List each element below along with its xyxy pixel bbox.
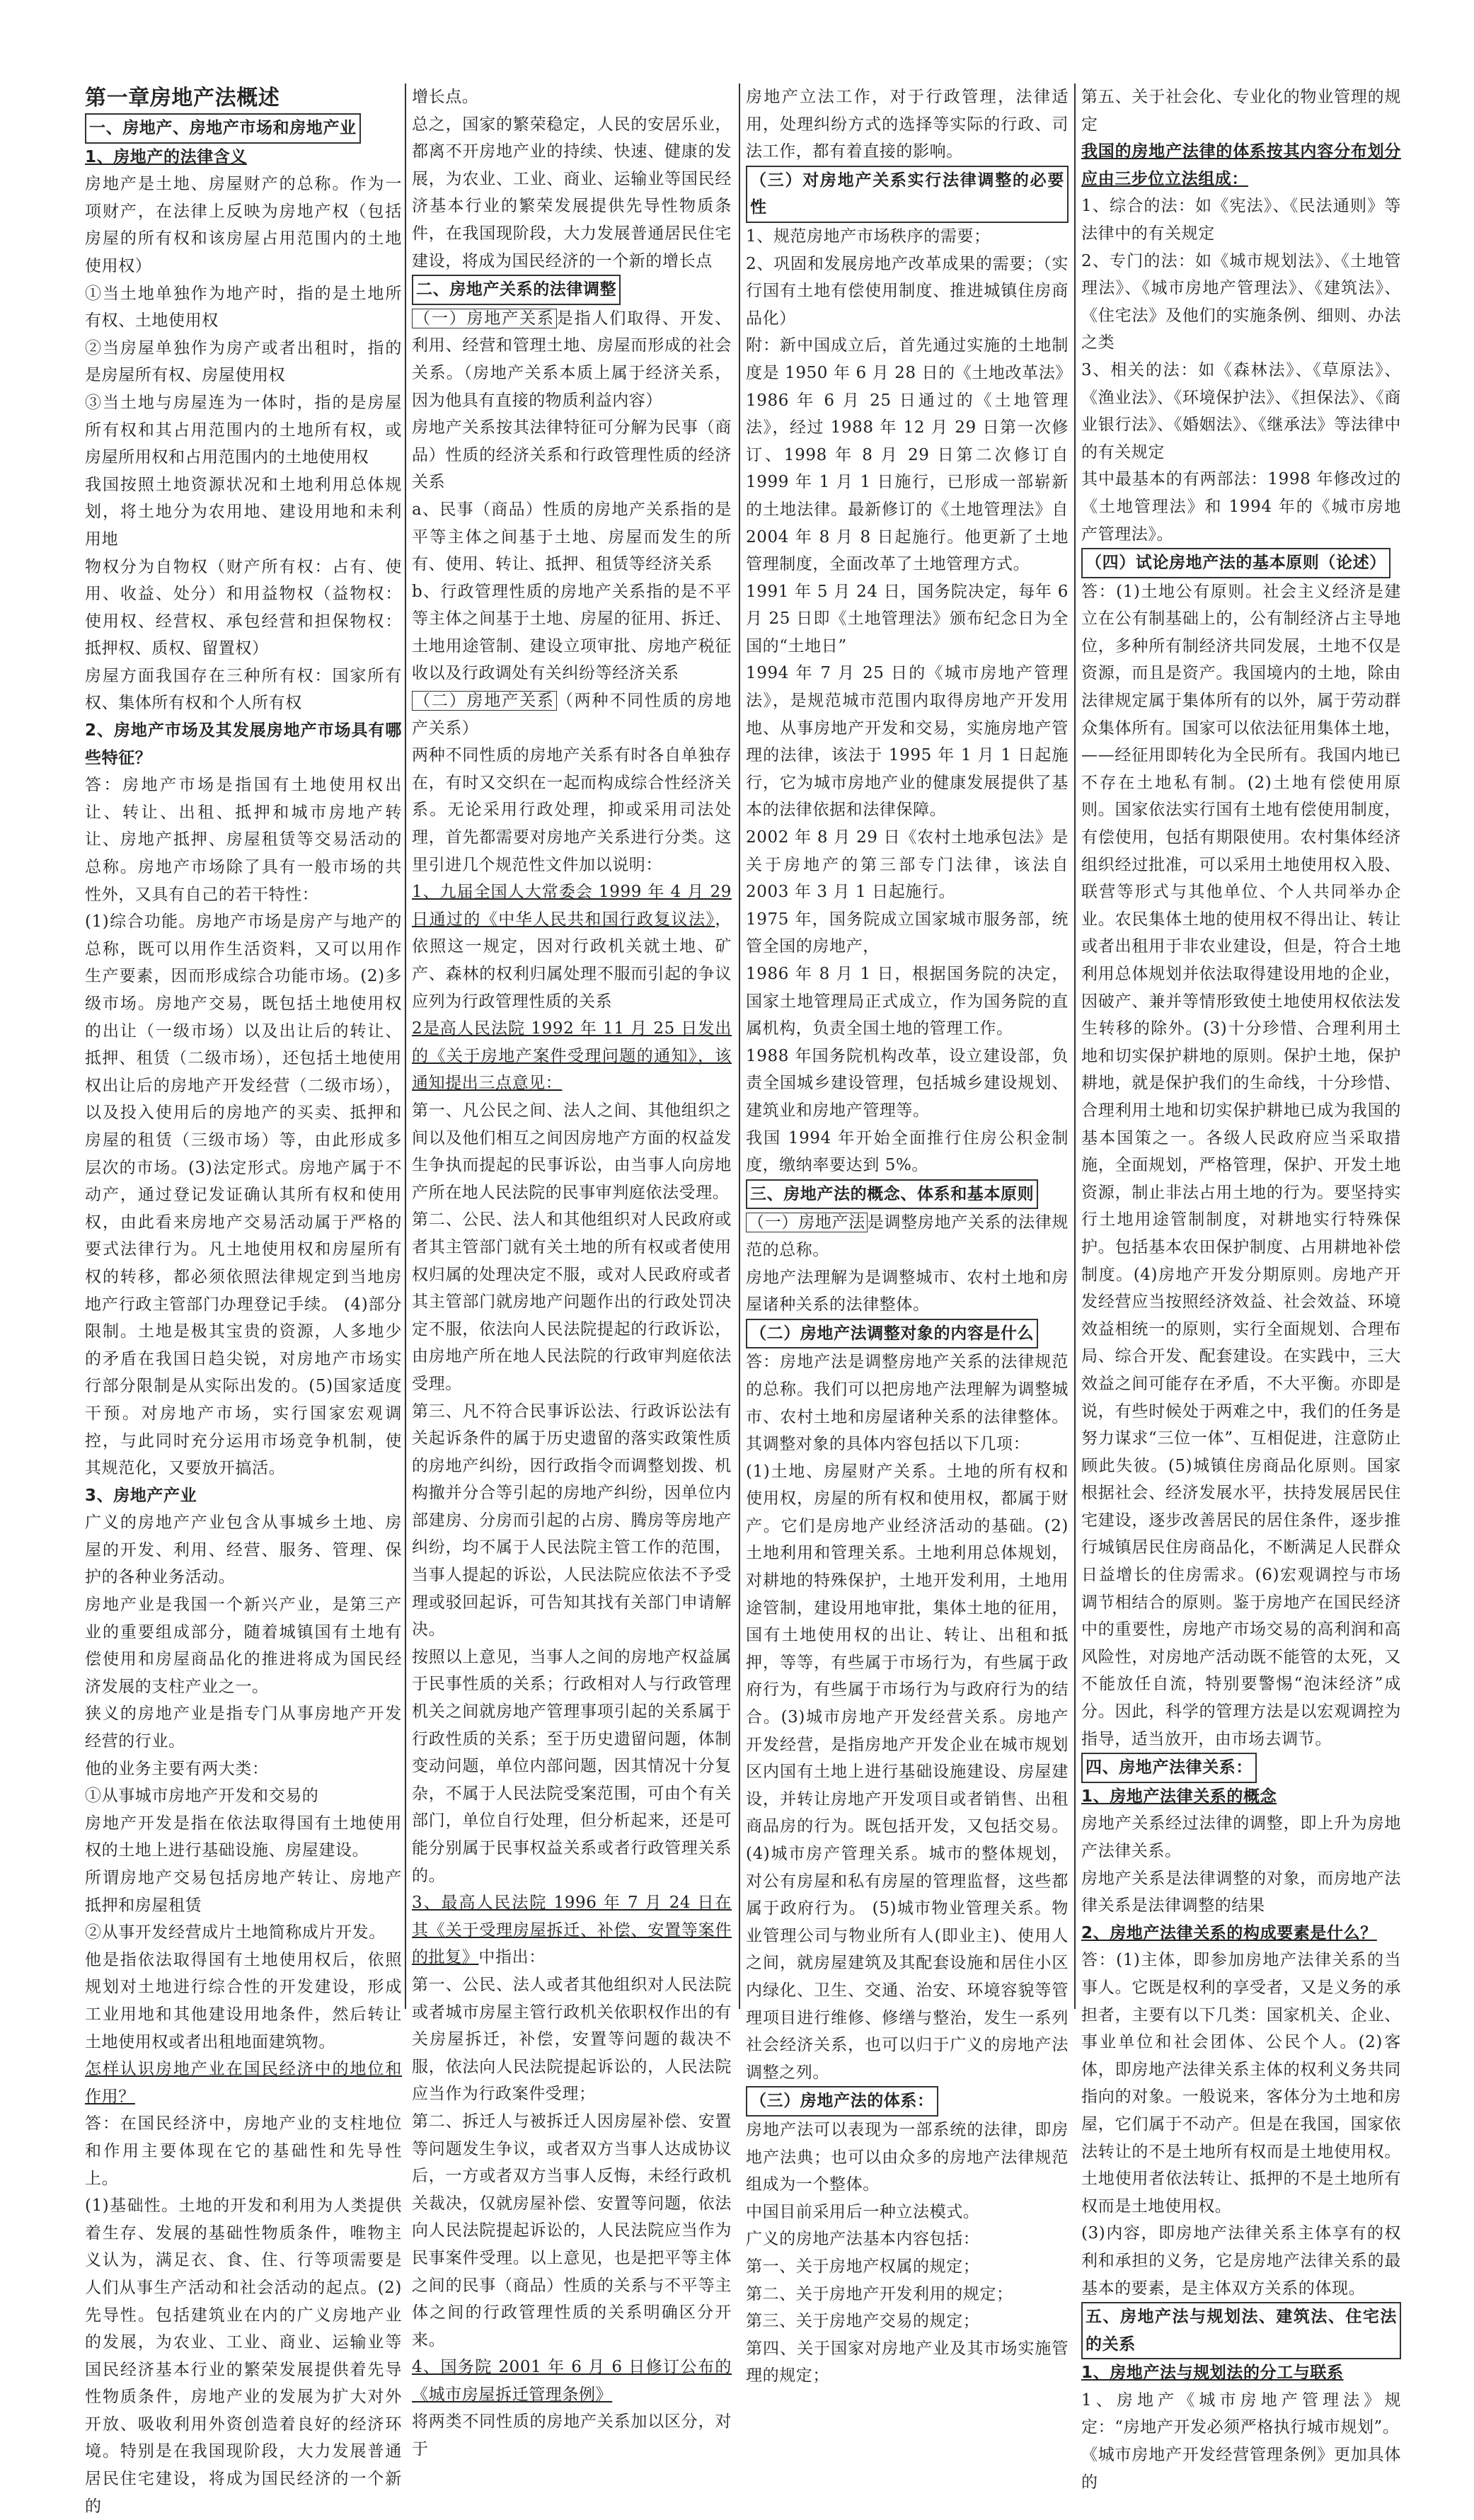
paragraph (412, 1015, 732, 1097)
paragraph-text: 我国 1994 年开始全面推行住房公积金制度，缴纳率要达到 5%。 (746, 1128, 1069, 1175)
paragraph (412, 1971, 732, 2108)
paragraph (746, 906, 1069, 961)
column-3 (746, 84, 1072, 2390)
paragraph (746, 84, 1069, 166)
paragraph (412, 1206, 732, 1397)
paragraph-text: ，依照这一规定，因对行政机关就土地、矿产、森林的权利归属处理不服而引起的争议应列为行政管理性质的关系 (412, 910, 732, 1011)
section-heading (746, 1319, 1069, 1349)
paragraph-text: 总之，国家的繁荣稳定，人民的安居乐业，都离不开房地产业的持续、快速、健康的发展，为农业、工业、商业、运输业等国民经济基本行业的繁荣发展提供先导性物质条件，在我国现阶段，大力发展普通居民住宅建设，将成为国民经济的一个新的增长点 (412, 115, 732, 270)
paragraph-text: 增长点。 (412, 88, 479, 106)
subsection-heading-text: 1、房地产法与规划法的分工与联系 (1081, 2364, 1344, 2383)
subsection-heading (1081, 1783, 1401, 1811)
subsection-heading (1081, 2359, 1401, 2387)
paragraph-text: 第一、公民、法人或者其他组织对人民法院或者城市房屋主管行政机关依职权作出的有关房屋拆迁，补偿，安置等问题的裁决不服，依法向人民法院提起诉讼的，人民法院应当作为行政案件受理； (412, 1975, 732, 2104)
paragraph-text: 2002 年 8 月 29 日《农村土地承包法》是关于房地产的第三部专门法律，该法自 2003 年 3 月 1 日起施行。 (746, 828, 1069, 902)
paragraph-text: (1)综合功能。房地产市场是房产与地产的总称，既可以用作生活资料，又可以用作生产要素，因而形成综合功能市场。(2)多级市场。房地产交易，既包括土地使用权的出让（一级市场）以及出让后的转让、抵押、租赁（二级市场），还包括土地使用权出让后的房地产开发经营（二级市场），以及投入使用后的房地产的买卖、抵押和房屋的租赁（三级市场）等，由此形成多层次的市场。(3)法定形式。房地产属于不动产，通过登记发证确认其所有权和使用权，由此看来房地产交易活动属于严格的要式法律行为。凡土地使用权和房屋所有权的转移，都必须依照法律规定到当地房地产行政主管部门办理登记手续。 (4)部分限制。土地是极其宝贵的资源，人多地少的矛盾在我国日趋尖锐，对房地产市场实行部分限制是从实际出发的。(5)国家适度干预。对房地产市场，实行国家宏观调控，与此同时充分运用市场竞争机制，使其规范化，又要放开搞活。 (85, 912, 402, 1478)
paragraph (746, 2117, 1069, 2199)
section-heading (85, 113, 402, 144)
paragraph-text: 按照以上意见，当事人之间的房地产权益属于民事性质的关系；行政相对人与行政管理机关之间就房地产管理事项引起的关系属于行政性质的关系；至于历史遗留问题，体制变动问题，单位内部问题，因其情况十分复杂，不属于人民法院受案范围，可由个有关部门，单位自行处理，但分析起来，还是可能分别属于民事权益关系或者行政管理关系的。 (412, 1647, 732, 1885)
paragraph-text: 其中最基本的有两部法：1998 年修改过的《土地管理法》和 1994 年的《城市房地产管理法》。 (1081, 470, 1401, 544)
paragraph (412, 1398, 732, 1644)
paragraph (412, 1889, 732, 1971)
paragraph (85, 1782, 402, 1810)
paragraph-text: 将两类不同性质的房地产关系加以区分，对于 (412, 2412, 732, 2459)
paragraph (85, 2192, 402, 2520)
subsection-heading-text: 2、房地产市场及其发展房地产市场具有哪些特征？ (85, 721, 402, 767)
paragraph-lead: 1、九届全国人大常委会 1999 年 4 月 29 日通过的《中华人民共和国行政复议法》 (412, 883, 732, 929)
paragraph (746, 824, 1069, 906)
column-4 (1081, 84, 1401, 2496)
paragraph-text: （两种不同性质的房地产关系） (412, 692, 732, 738)
paragraph-text: 第四、关于国家对房地产业及其市场实施管理的规定； (746, 2339, 1069, 2386)
paragraph (1081, 248, 1401, 357)
section-heading (1081, 2302, 1401, 2359)
paragraph (85, 389, 402, 471)
paragraph-text: (3)内容，即房地产法律关系主体享有的权利和承担的义务，它是房地产法律关系的最基本的要素，是主体双方关系的体现。 (1081, 2224, 1401, 2298)
section-heading-text: 二、房地产关系的法律调整 (412, 275, 621, 305)
paragraph-text: ②当房屋单独作为房产或者出租时，指的是房屋所有权、房屋使用权 (85, 338, 402, 385)
paragraph-text: 1994 年 7 月 25 日的《城市房地产管理法》，是规范城市范围内取得房地产开发用地、从事房地产开发和交易，实施房地产管理的法律，该法于 1995 年 1 月 1 日起施行，它为城市房地产业的健康发展提供了基本的法律依据和法律保障。 (746, 664, 1069, 820)
section-heading-text: （三）对房地产关系实行法律调整的必要性 (746, 166, 1069, 223)
paragraph (746, 2281, 1069, 2308)
paragraph-lead: （一）房地产法 (746, 1213, 868, 1232)
section-heading-text: （四）试论房地产法的基本原则（论述） (1081, 548, 1390, 578)
paragraph-text: 答：房地产法是调整房地产关系的法律规范的总称。我们可以把房地产法理解为调整城市、农村土地和房屋诸种关系的法律整体。其调整对象的具体内容包括以下几项： (746, 1353, 1069, 1454)
subsection-heading (1081, 1920, 1401, 1947)
paragraph-text: 1986 年 6 月 25 日通过的《土地管理法》，经过 1988 年 12 月 29 日第一次修订、1998 年 8 月 29 日第二次修订自 1999 年 1 月 1 日施行，已形成一部崭新的土地法律。最新修订的《土地管理法》自 2004 年 8 月 8 日起施行。他更新了土地管理制度，全面改革了土地管理方式。 (746, 391, 1069, 574)
paragraph (746, 223, 1069, 251)
section-heading (746, 166, 1069, 223)
paragraph (412, 2408, 732, 2463)
paragraph-text: 《城市房地产开发经营管理条例》更加具体的 (1081, 2446, 1401, 2492)
subsection-heading (1081, 138, 1401, 193)
paragraph-text: 他是指依法取得国有土地使用权后，依照规划对土地进行综合性的开发建设，形成工业用地和其他建设用地条件，然后转让土地使用权或者出租地面建筑物。 (85, 1950, 402, 2051)
paragraph-text: (1)土地、房屋财产关系。土地的所有权和使用权，房屋的所有权和使用权，都属于财产。它们是房地产业经济活动的基础。(2)土地利用和管理关系。土地利用总体规划，对耕地的特殊保护，土地开发利用，土地用途管制，建设用地审批，集体土地的征用，国有土地使用权的出让、转让、出租和抵押，等等，有些属于市场行为，有些属于政府行为，有些属于市场行为与政府行为的结合。(3)城市房地产开发经营关系。房地产开发经营，是指房地产开发企业在城市规划区内国有土地上进行基础设施建设、房屋建设，并转让房地产开发项目或者销售、出租商品房的行为。既包括开发，又包括交易。(4)城市房产管理关系。城市的整体规划，对公有房屋和私有房屋的管理监督，这些都属于政府行为。 (5)城市物业管理关系。物业管理公司与物业所有人(即业主)、使用人之间，就房屋建筑及其配套设施和居住小区内绿化、卫生、交通、治安、环境容貌等管理项目进行维修、修缮与整治，发生一系列社会经济关系，也可以归于广义的房地产法调整之列。 (746, 1462, 1069, 2082)
paragraph (85, 1700, 402, 1755)
paragraph (412, 578, 732, 687)
paragraph (412, 742, 732, 878)
column-divider (739, 84, 740, 2009)
subsection-heading-text: 2、房地产法律关系的构成要素是什么？ (1081, 1923, 1377, 1942)
section-heading (1081, 548, 1401, 578)
section-heading-text: （二）房地产法调整对象的内容是什么 (746, 1319, 1038, 1349)
paragraph-text: 1、综合的法：如《宪法》、《民法通则》等法律中的有关规定 (1081, 197, 1401, 243)
section-heading (746, 2086, 1069, 2117)
paragraph (412, 2354, 732, 2408)
subsection-heading-text: 1、房地产的法律含义 (85, 147, 248, 166)
paragraph-text: ①当土地单独作为地产时，指的是土地所有权、土地使用权 (85, 284, 402, 331)
paragraph-text: 2、专门的法：如《城市规划法》、《土地管理法》、《城市房地产管理法》、《建筑法》、《住宅法》及他们的实施条例、细则、办法之类 (1081, 251, 1401, 353)
paragraph-text: 答：(1)土地公有原则。社会主义经济是建立在公有制基础上的，公有制经济占主导地位，多种所有制经济共同发展，土地不仅是资源，而且是资产。我国境内的土地，除由法律规定属于集体所有的以外，属于劳动群众集体所有。国家可以依法征用集体土地，——经征用即转化为全民所有。我国内地已不存在土地私有制。(2)土地有偿使用原则。国家依法实行国有土地有偿使用制度，有偿使用，包括有期限使用。农村集体经济组织经过批准，可以采用土地使用权入股、联营等形式与其他单位、个人共同举办企业。农民集体土地的使用权不得出让、转让或者出租用于非农业建设，但是，符合土地利用总体规划并依法取得建设用地的企业，因破产、兼并等情形致使土地使用权依法发生转移的除外。(3)十分珍惜、合理利用土地和切实保护耕地的原则。保护土地，保护耕地，就是保护我们的生命线，十分珍惜、合理利用土地和切实保护耕地已成为我国的基本国策之一。各级人民政府应当采取措施，全面规划，严格管理，保护、开发土地资源，制止非法占用土地的行为。要坚持实行土地用途管制制度，对耕地实行特殊保护。包括基本农田保护制度、占用耕地补偿制度。(4)房地产开发分期原则。房地产开发经营应当按照经济效益、社会效益、环境效益相统一的原则，实行全面规划、合理布局、综合开发、配套建设。在实践中，三大效益之间可能存在矛盾，不大平衡。亦即是说，有些时候处于两难之中，我们的任务是努力谋求“三位一体”、互相促进，注意防止顾此失彼。(5)城镇住房商品化原则。国家根据社会、经济发展水平，扶持发展居民住宅建设，逐步改善居民的居住条件，逐步推行城镇居民住房商品化，不断满足人民群众日益增长的住房需求。(6)宏观调控与市场调节相结合的原则。鉴于房地产在国民经济中的重要性，房地产市场交易的高利润和高风险性，对房地产活动既不能管的太死，又不能放任自流，特别要警惕“泡沫经济”成分。因此，科学的管理方法是以宏观调控为指导，适当放开，由市场去调节。 (1081, 582, 1401, 1748)
paragraph-text: 第二、拆迁人与被拆迁人因房屋补偿、安置等问题发生争议，或者双方当事人达成协议后，一方或者双方当事人反悔，未经行政机关裁决，仅就房屋补偿、安置等问题，依法向人民法院提起诉讼的，人民法院应当作为民事案件受理。以上意见，也是把平等主体之间的民事（商品）性质的关系与不平等主体之间的行政管理性质的关系明确区分开来。 (412, 2112, 732, 2349)
paragraph (746, 2226, 1069, 2253)
question-heading (85, 2056, 402, 2110)
paragraph (1081, 1947, 1401, 2220)
paragraph (746, 2199, 1069, 2226)
chapter-title-text: 第一章房地产法概述 (85, 86, 280, 110)
paragraph (746, 387, 1069, 578)
paragraph-text: 第一、凡公民之间、法人之间、其他组织之间以及他们相互之间因房地产方面的权益发生争执而提起的民事诉讼，由当事人向房地产所在地人民法院的民事审判庭依法受理。 (412, 1101, 732, 1202)
section-heading-text: 四、房地产法律关系： (1081, 1753, 1257, 1783)
paragraph-text: (1)基础性。土地的开发和利用为人类提供着生存、发展的基础性物质条件，唯物主义认为，满足衣、食、住、行等项需要是人们从事生产活动和社会活动的起点。(2)先导性。包括建筑业在内的广义房地产业的发展，为农业、工业、商业、运输业等国民经济基本行业的繁荣发展提供着先导性物质条件，房地产业的发展为扩大对外开放、吸收利用外资创造着良好的经济环境。特别是在我国现阶段，大力发展普通居民住宅建设，将成为国民经济的一个新的 (85, 2197, 402, 2516)
paragraph-text: 3、相关的法：如《森林法》、《草原法》、《渔业法》、《环境保护法》、《担保法》、《商业银行法》、《婚姻法》、《继承法》等法律中的有关规定 (1081, 360, 1401, 462)
paragraph-text: 房地产立法工作，对于行政管理，法律适用，处理纠纷方式的选择等实际的行政、司法工作，都有着直接的影响。 (746, 88, 1069, 161)
paragraph-lead: 3、最高人民法院 1996 年 7 月 24 日在其《关于受理房屋拆迁、补偿、安置等案件的批复》 (412, 1894, 732, 1967)
subsection-heading (85, 717, 402, 772)
paragraph (85, 1810, 402, 1865)
paragraph (746, 2335, 1069, 2390)
subsection-heading-text: 我国的房地产法律的体系按其内容分布划分应由三步位立法组成： (1081, 142, 1401, 188)
paragraph (412, 1644, 732, 1889)
paragraph-text: 他的业务主要有两大类： (85, 1759, 269, 1778)
paragraph-lead: 2是高人民法院 1992 年 11 月 25 日发出的《关于房地产案件受理问题的通知》，该通知提出三点意见： (412, 1019, 732, 1093)
paragraph (85, 2110, 402, 2192)
paragraph-text: 第五、关于社会化、专业化的物业管理的规定 (1081, 88, 1401, 134)
paragraph-text: 房地产关系按其法律特征可分解为民事（商品）性质的经济关系和行政管理性质的经济关系 (412, 418, 732, 492)
paragraph (412, 687, 732, 742)
column-divider (405, 84, 406, 2009)
paragraph-text: 物权分为自物权（财产所有权：占有、使用、收益、处分）和用益物权（益物权：使用权、经营权、承包经营和担保物权：抵押权、质权、留置权） (85, 557, 402, 658)
paragraph-text: ③当土地与房屋连为一体时，指的是房屋所有权和其占用范围内的土地所有权，或房屋所用权和占用范围内的土地使用权 (85, 393, 402, 467)
subsection-heading (85, 144, 402, 171)
paragraph (85, 1591, 402, 1700)
paragraph (85, 772, 402, 908)
paragraph (85, 471, 402, 554)
column-divider (1074, 84, 1076, 2009)
paragraph-text: 房地产法可以表现为一部系统的法律，即房地产法典；也可以由众多的房地产法律规范组成为一个整体。 (746, 2120, 1069, 2194)
paragraph (1081, 2220, 1401, 2302)
subsection-heading-text: 3、房地产产业 (85, 1486, 197, 1505)
paragraph (746, 961, 1069, 1043)
paragraph (85, 1865, 402, 1919)
paragraph (746, 2253, 1069, 2281)
question-heading-text: 怎样认识房地产业在国民经济中的地位和作用？ (85, 2060, 402, 2106)
paragraph (746, 1264, 1069, 1319)
paragraph-text: 所谓房地产交易包括房地产转让、房地产抵押和房屋租赁 (85, 1869, 402, 1915)
paragraph-text: 答：在国民经济中，房地产业的支柱地位和作用主要体现在它的基础性和先导性上。 (85, 2114, 402, 2188)
paragraph-text: 2、巩固和发展房地产改革成果的需要；（实行国有土地有偿使用制度、推进城镇住房商品化） (746, 254, 1069, 328)
paragraph (412, 84, 732, 111)
paragraph (1081, 2387, 1401, 2441)
paragraph (746, 1348, 1069, 1457)
paragraph-text: 附：新中国成立后，首先通过实施的土地制度是 1950 年 6 月 28 日的《土地改革法》 (746, 336, 1072, 382)
paragraph (412, 305, 732, 414)
paragraph (746, 1209, 1069, 1264)
paragraph-text: 第三、凡不符合民事诉讼法、行政诉讼法有关起诉条件的属于历史遗留的落实政策性质的房地产纠纷，因行政指令而调整划拨、机构撤并分合等引起的房地产纠纷，因单位内部建房、分房而引起的占房、腾房等房地产纠纷，均不属于人民法院主管工作的范围，当事人提起的诉讼，人民法院应依法不予受理或驳回起诉，可告知其找有关部门申请解决。 (412, 1402, 732, 1639)
paragraph (85, 1756, 402, 1783)
section-heading (1081, 1753, 1401, 1783)
subsection-heading (85, 1482, 402, 1510)
paragraph (412, 414, 732, 496)
paragraph (746, 2308, 1069, 2335)
paragraph-text: 房地产业是我国一个新兴产业，是第三产业的重要组成部分，随着城镇国有土地有偿使用和房屋商品化的推进将成为国民经济发展的支柱产业之一。 (85, 1596, 402, 1696)
paragraph (746, 1125, 1069, 1179)
paragraph-text: 答：(1)主体，即参加房地产法律关系的当事人。它既是权利的享受者，又是义务的承担者，主要有以下几类：国家机关、企业、事业单位和社会团体、公民个人。(2)客体，即房地产法律关系主体的权利义务共同指向的对象。一般说来，客体分为土地和房屋，它们属于不动产。但是在我国，国家依法转让的不是土地所有权而是土地使用权。土地使用者依法转让、抵押的不是土地所有权而是土地使用权。 (1081, 1951, 1401, 2216)
paragraph-text: a、民事（商品）性质的房地产关系指的是平等主体之间基于土地、房屋而发生的所有、使用、转让、抵押、租赁等经济关系 (412, 500, 732, 574)
paragraph (85, 554, 402, 663)
paragraph (85, 1509, 402, 1591)
section-heading (412, 275, 732, 305)
paragraph-text: 房地产关系是法律调整的对象，而房地产法律关系是法律调整的结果 (1081, 1869, 1401, 1915)
section-heading-text: 三、房地产法的概念、体系和基本原则 (746, 1179, 1038, 1210)
paragraph-text: 第一、关于房地产权属的规定； (746, 2257, 980, 2276)
paragraph-lead: 4、国务院 2001 年 6 月 6 日修订公布的《城市房屋拆迁管理条例》 (412, 2358, 732, 2404)
paragraph-text: 第二、关于房地产开发利用的规定； (746, 2284, 1013, 2303)
paragraph (412, 1097, 732, 1206)
paragraph-text: 1、规范房地产市场秩序的需要； (746, 227, 991, 246)
paragraph (1081, 2441, 1401, 2496)
paragraph (412, 2108, 732, 2354)
paragraph-text: 是调整房地产关系的法律规范的总称。 (746, 1213, 1069, 1259)
paragraph-lead: （二）房地产关系 (412, 691, 557, 711)
paragraph-text: b、行政管理性质的房地产关系指的是不平等主体之间基于土地、房屋的征用、拆迁、土地用途管制、建设立项审批、房地产税征收以及行政调处有关纠纷等经济关系 (412, 582, 732, 683)
chapter-title (85, 84, 402, 113)
paragraph (85, 171, 402, 280)
paragraph-text: 房地产是土地、房屋财产的总称。作为一项财产，在法律上反映为房地产权（包括房屋的所有权和该房屋占用范围内的土地使用权） (85, 175, 402, 275)
paragraph-text: 1986 年 8 月 1 日，根据国务院的决定，国家土地管理局正式成立，作为国务院的直属机构，负责全国土地的管理工作。 (746, 965, 1069, 1038)
paragraph-text: 房地产法理解为是调整城市、农村土地和房屋诸种关系的法律整体。 (746, 1268, 1069, 1315)
paragraph-text: 中指出： (478, 1948, 546, 1967)
paragraph (85, 335, 402, 389)
paragraph-text: 房地产开发是指在依法取得国有土地使用权的土地上进行基础设施、房屋建设。 (85, 1814, 402, 1860)
paragraph (85, 663, 402, 717)
paragraph (746, 660, 1069, 824)
section-heading-text: 一、房地产、房地产市场和房地产业 (85, 113, 361, 144)
paragraph-text: 广义的房地产产业包含从事城乡土地、房屋的开发、利用、经营、服务、管理、保护的各种业务活动。 (85, 1513, 402, 1587)
paragraph-text: 中国目前采用后一种立法模式。 (746, 2202, 980, 2221)
paragraph (746, 332, 1072, 386)
paragraph (412, 496, 732, 578)
paragraph-text: ②从事开发经营成片土地简称成片开发。 (85, 1923, 386, 1942)
paragraph (746, 251, 1069, 333)
paragraph (85, 280, 402, 335)
paragraph (1081, 1865, 1401, 1920)
section-heading-text: 五、房地产法与规划法、建筑法、住宅法的关系 (1081, 2302, 1401, 2359)
paragraph (85, 908, 402, 1482)
paragraph-text: 广义的房地产法基本内容包括： (746, 2230, 980, 2249)
paragraph (1081, 193, 1401, 247)
paragraph (746, 578, 1069, 660)
paragraph-text: 房屋方面我国存在三种所有权：国家所有权、集体所有权和个人所有权 (85, 666, 402, 713)
paragraph-text: 第三、关于房地产交易的规定； (746, 2312, 980, 2331)
paragraph-lead: （一）房地产关系 (412, 309, 557, 328)
paragraph (746, 1458, 1069, 2087)
paragraph (1081, 1810, 1401, 1865)
paragraph (1081, 578, 1401, 1753)
paragraph (1081, 84, 1401, 138)
paragraph-text: 1988 年国务院机构改革，设立建设部，负责全国城乡建设管理，包括城乡建设规划、建筑业和房地产管理等。 (746, 1046, 1069, 1120)
subsection-heading-text: 1、房地产法律关系的概念 (1081, 1787, 1277, 1806)
paragraph (746, 1043, 1069, 1125)
paragraph (1081, 357, 1401, 466)
paragraph-text: 狭义的房地产业是指专门从事房地产开发经营的行业。 (85, 1705, 402, 1751)
column-2 (412, 84, 732, 2463)
paragraph-text: 答：房地产市场是指国有土地使用权出让、转让、出租、抵押和城市房地产转让、房地产抵押、房屋租赁等交易活动的总称。房地产市场除了具有一般市场的共性外，又具有自己的若干特性： (85, 776, 402, 904)
paragraph (412, 878, 732, 1015)
paragraph-text: ①从事城市房地产开发和交易的 (85, 1787, 319, 1806)
section-heading (746, 1179, 1069, 1210)
paragraph-text: 1、房地产《城市房地产管理法》规定：“房地产开发必须严格执行城市规划”。 (1081, 2390, 1401, 2437)
paragraph-text: 第二、公民、法人和其他组织对人民政府或者其主管部门就有关土地的所有权或者使用权归属的处理决定不服，或对人民政府或者其主管部门就房地产问题作出的行政处罚决定不服，依法向人民法院提起的行政诉讼，由房地产所在地人民法院的行政审判庭依法受理。 (412, 1210, 732, 1393)
paragraph-text: 房地产关系经过法律的调整，即上升为房地产法律关系。 (1081, 1814, 1401, 1860)
paragraph (85, 1919, 402, 1947)
paragraph (412, 111, 732, 275)
column-1 (85, 84, 402, 2520)
paragraph-text: 两种不同性质的房地产关系有时各自单独存在，有时又交织在一起而构成综合性经济关系。无论采用行政处理，抑或采用司法处理，首先都需要对房地产关系进行分类。这里引进几个规范性文件加以说明： (412, 746, 732, 874)
paragraph-text: 1975 年，国务院成立国家城市服务部，统管全国的房地产， (746, 910, 1069, 956)
paragraph-text: 我国按照土地资源状况和土地利用总体规划，将土地分为农用地、建设用地和未利用地 (85, 475, 402, 549)
paragraph (85, 1947, 402, 2056)
paragraph-text: 1991 年 5 月 24 日，国务院决定，每年 6 月 25 日即《土地管理法》颁布纪念日为全国的“土地日” (746, 582, 1069, 655)
section-heading-text: （三）房地产法的体系： (746, 2086, 938, 2117)
paragraph-text: 是指人们取得、开发、利用、经营和管理土地、房屋而形成的社会关系。（房地产关系本质上属于经济关系，因为他具有直接的物质利益内容） (412, 309, 732, 410)
paragraph (1081, 466, 1401, 548)
